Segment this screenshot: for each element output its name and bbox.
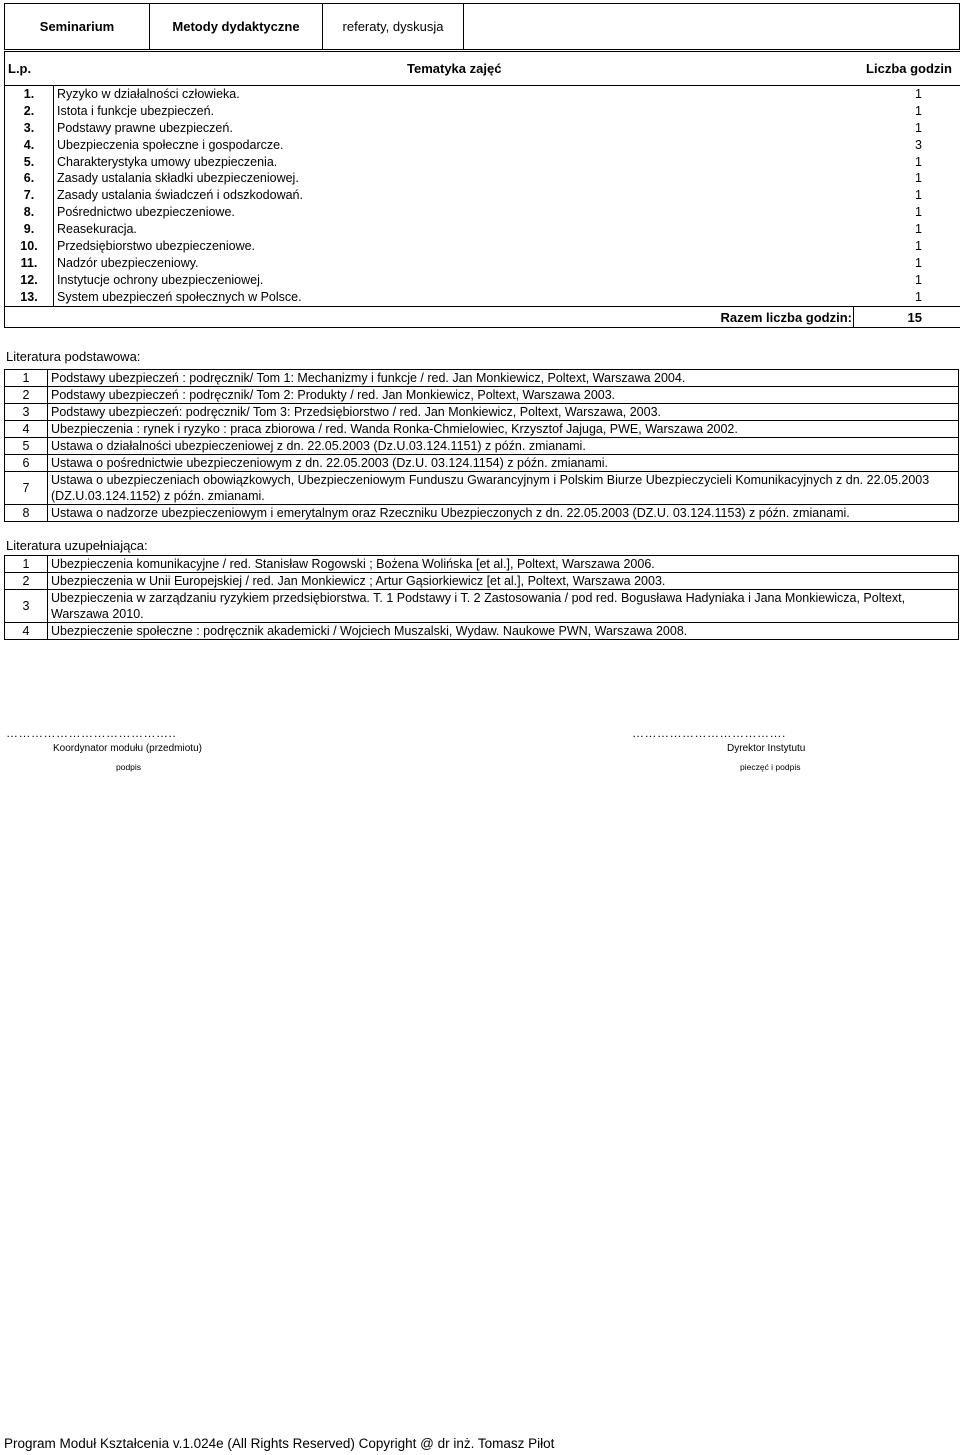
topic-hours: 1 (915, 222, 922, 237)
module-header-row (4, 3, 960, 50)
topic-rows (5, 86, 960, 307)
topic-number: 5. (5, 154, 54, 171)
topic-hours: 1 (915, 87, 922, 101)
methods-value: referaty, dyskusja (323, 4, 464, 49)
director-sub: pieczęć i podpis (740, 762, 801, 772)
topic-hours: 1 (915, 154, 922, 169)
reference-number: 6 (5, 455, 48, 472)
reference-row (5, 438, 959, 455)
reference-text: Ubezpieczenia w Unii Europejskiej / red. Jan Monkiewicz ; Artur Gąsiorkiewicz [et al.], Poltext, Warszawa 2003. (48, 573, 959, 590)
reference-number: 4 (5, 623, 48, 640)
topic-title: Istota i funkcje ubezpieczeń. (57, 103, 215, 118)
lit-basic-title: Literatura podstawowa: (6, 349, 141, 364)
topic-title: Przedsiębiorstwo ubezpieczeniowe. (57, 239, 256, 254)
topic-number: 3. (5, 120, 54, 137)
total-value: 15 (907, 309, 922, 325)
reference-number: 7 (5, 472, 48, 505)
topic-hours: 1 (915, 289, 922, 304)
topic-row (5, 272, 960, 289)
reference-text: Ustawa o pośrednictwie ubezpieczeniowym z dn. 22.05.2003 (Dz.U. 03.124.1154) z późn. zmianami. (48, 455, 959, 472)
topic-row (5, 120, 960, 137)
topic-title: Reasekuracja. (57, 222, 137, 237)
reference-row (5, 556, 959, 573)
reference-text: Ubezpieczenia komunikacyjne / red. Stanisław Rogowski ; Bożena Wolińska [et al.], Poltext, Warszawa 2006. (48, 556, 959, 573)
right-signature-line: ………………………………. (632, 726, 786, 740)
topic-number: 7. (5, 187, 54, 204)
lit-basic-table (4, 369, 959, 522)
topic-number: 1. (5, 86, 54, 103)
reference-row (5, 421, 959, 438)
topic-hours: 1 (915, 205, 922, 220)
topic-title: Charakterystyka umowy ubezpieczenia. (57, 154, 278, 169)
reference-number: 4 (5, 421, 48, 438)
topic-hours: 1 (915, 272, 922, 287)
reference-number: 8 (5, 505, 48, 522)
reference-text: Ubezpieczenie społeczne : podręcznik akademicki / Wojciech Muszalski, Wydaw. Naukowe PWN, Warszawa 2008. (48, 623, 959, 640)
reference-row (5, 387, 959, 404)
topic-row (5, 170, 960, 187)
reference-row (5, 404, 959, 421)
reference-text: Podstawy ubezpieczeń: podręcznik/ Tom 3: Przedsiębiorstwo / red. Jan Monkiewicz, Poltext, Warszawa, 2003. (48, 404, 959, 421)
topics-table-header (5, 52, 960, 86)
reference-number: 1 (5, 556, 48, 573)
reference-text: Ustawa o nadzorze ubezpieczeniowym i emerytalnym oraz Rzeczniku Ubezpieczonych z dn. 22.05.2003 (DZ.U. 03.124.1153) z późn. zmianami. (48, 505, 959, 522)
reference-text: Ustawa o ubezpieczeniach obowiązkowych, Ubezpieczeniowym Funduszu Gwarancyjnym i Polskim Biurze Ubezpieczycieli Komunikacyjnych z dn. 22.05.2003 (DZ.U.03.124.1152) z późn. zmianami. (48, 472, 959, 505)
col-lp: L.p. (8, 61, 32, 76)
topic-number: 2. (5, 103, 54, 120)
topic-number: 11. (5, 255, 54, 272)
reference-row (5, 455, 959, 472)
topic-row (5, 103, 960, 120)
topic-row (5, 154, 960, 171)
reference-text: Ustawa o działalności ubezpieczeniowej z dn. 22.05.2003 (Dz.U.03.124.1151) z późn. zmianami. (48, 438, 959, 455)
topic-title: Pośrednictwo ubezpieczeniowe. (57, 205, 235, 220)
form-type: Seminarium (5, 4, 150, 49)
topic-hours: 1 (915, 103, 922, 118)
col-topic: Tematyka zajęć (407, 61, 502, 76)
reference-row (5, 370, 959, 387)
reference-number: 3 (5, 590, 48, 623)
topic-row (5, 289, 960, 307)
reference-text: Ubezpieczenia w zarządzaniu ryzykiem przedsiębiorstwa. T. 1 Podstawy i T. 2 Zastosowania / pod red. Bogusława Hadyniaka i Jana Monkiewicza, Poltext, Warszawa 2010. (48, 590, 959, 623)
topic-row (5, 255, 960, 272)
reference-number: 2 (5, 387, 48, 404)
topic-row (5, 204, 960, 221)
topic-title: Nadzór ubezpieczeniowy. (57, 255, 199, 270)
topic-title: Ubezpieczenia społeczne i gospodarcze. (57, 137, 284, 152)
lit-extra-table (4, 555, 959, 640)
reference-number: 5 (5, 438, 48, 455)
total-label: Razem liczba godzin: (720, 309, 852, 325)
reference-text: Podstawy ubezpieczeń : podręcznik/ Tom 2: Produkty / red. Jan Monkiewicz, Poltext, Warszawa 2003. (48, 387, 959, 404)
topic-row (5, 137, 960, 154)
total-row (5, 307, 960, 327)
topic-title: Instytucje ochrony ubezpieczeniowej. (57, 272, 264, 287)
topics-table (4, 51, 960, 328)
reference-row (5, 590, 959, 623)
reference-row (5, 472, 959, 505)
left-signature-line: ………………………………….. (6, 726, 177, 740)
topic-number: 13. (5, 289, 54, 306)
topic-row (5, 221, 960, 238)
footer-copyright: Program Moduł Kształcenia v.1.024e (All Rights Reserved) Copyright @ dr inż. Tomasz Piłot (4, 1436, 555, 1451)
topic-hours: 1 (915, 239, 922, 254)
topic-title: Zasady ustalania składki ubezpieczeniowej. (57, 171, 299, 186)
topic-title: Ryzyko w działalności człowieka. (57, 87, 240, 101)
topic-number: 6. (5, 170, 54, 187)
reference-row (5, 623, 959, 640)
reference-number: 3 (5, 404, 48, 421)
topic-row (5, 86, 960, 103)
topic-row (5, 238, 960, 255)
topic-hours: 1 (915, 120, 922, 135)
methods-label: Metody dydaktyczne (150, 4, 323, 49)
director-label: Dyrektor Instytutu (727, 743, 806, 754)
topic-hours: 1 (915, 171, 922, 186)
reference-text: Ubezpieczenia : rynek i ryzyko : praca zbiorowa / red. Wanda Ronka-Chmielowiec, Krzysztof Jajuga, PWE, Warszawa 2002. (48, 421, 959, 438)
topic-hours: 1 (915, 255, 922, 270)
topic-hours: 3 (915, 137, 922, 152)
reference-row (5, 573, 959, 590)
topic-number: 8. (5, 204, 54, 221)
reference-number: 2 (5, 573, 48, 590)
topic-number: 12. (5, 272, 54, 289)
lit-extra-title: Literatura uzupełniająca: (6, 538, 148, 553)
topic-number: 10. (5, 238, 54, 255)
topic-title: Podstawy prawne ubezpieczeń. (57, 120, 233, 135)
topic-number: 4. (5, 137, 54, 154)
topic-hours: 1 (915, 188, 922, 203)
topic-title: Zasady ustalania świadczeń i odszkodowań. (57, 188, 303, 203)
reference-number: 1 (5, 370, 48, 387)
reference-text: Podstawy ubezpieczeń : podręcznik/ Tom 1: Mechanizmy i funkcje / red. Jan Monkiewicz, Poltext, Warszawa 2004. (48, 370, 959, 387)
reference-row (5, 505, 959, 522)
col-hours: Liczba godzin (866, 61, 952, 76)
topic-number: 9. (5, 221, 54, 238)
topic-row (5, 187, 960, 204)
coordinator-label: Koordynator modułu (przedmiotu) (53, 743, 202, 754)
topic-title: System ubezpieczeń społecznych w Polsce. (57, 289, 302, 304)
coordinator-sub: podpis (116, 762, 142, 772)
